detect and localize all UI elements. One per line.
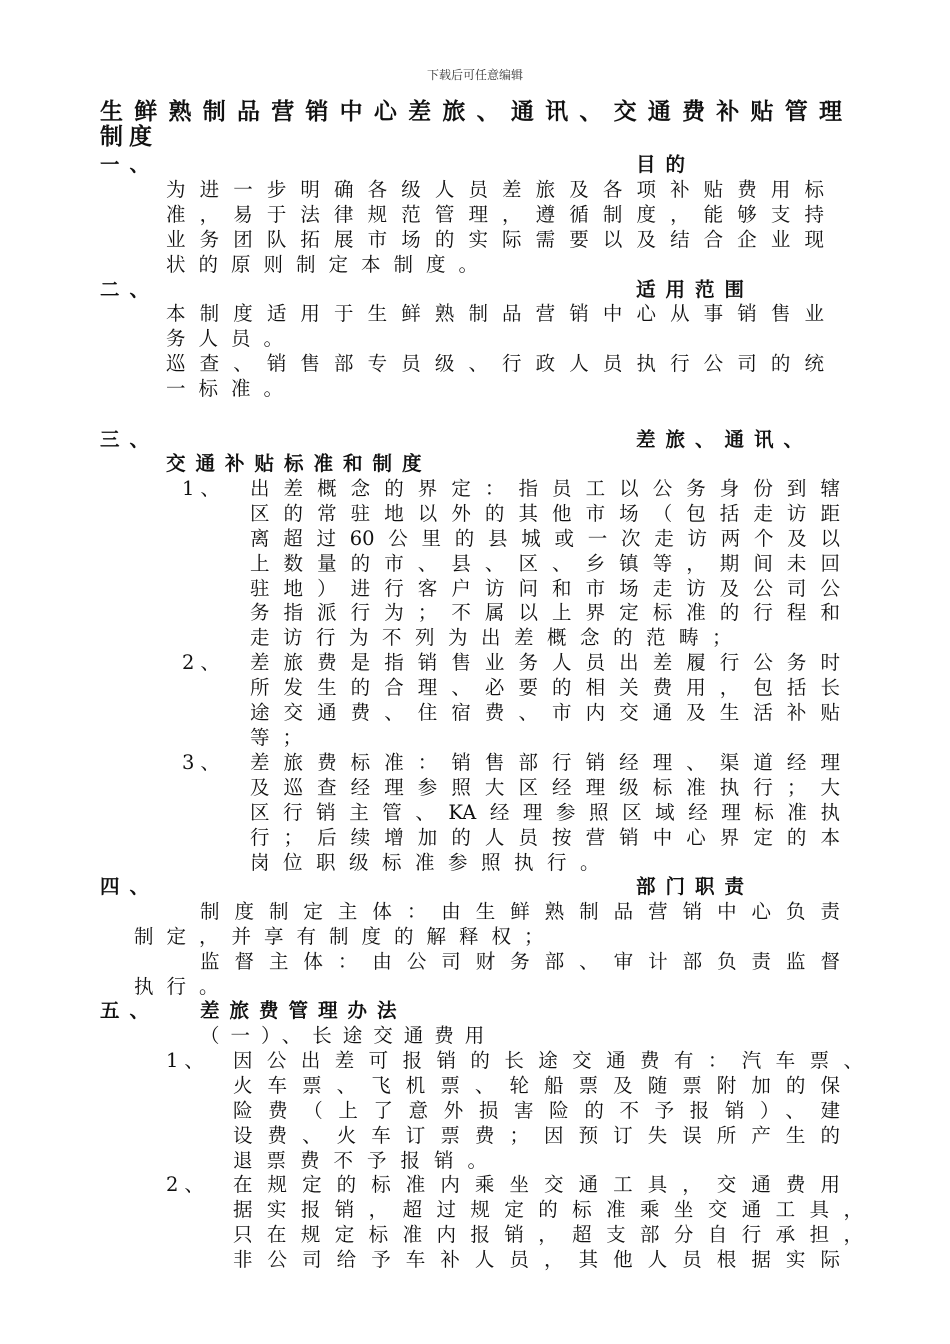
item-line: 险费（上了意外损害险的不予报销）、建	[233, 1099, 840, 1122]
paragraph-line: 监督主体：由公司财务部、审计部负责监督	[200, 950, 840, 973]
paragraph-line: 为进一步明确各级人员差旅及各项补贴费用标	[166, 178, 824, 201]
item-line: 设费、火车订票费；因预订失误所产生的	[233, 1124, 840, 1147]
paragraph-line: 务人员。	[166, 327, 297, 350]
item-number: 3、	[182, 751, 226, 774]
item-line: 等；	[250, 726, 316, 749]
header-note: 下载后可任意编辑	[426, 68, 523, 82]
section-3-number: 三、	[100, 428, 160, 451]
item-line: 途交通费、住宿费、市内交通及生活补贴	[250, 701, 840, 724]
item-line: 区的常驻地以外的其他市场（包括走访距	[250, 502, 840, 525]
section-1-heading: 目的	[636, 153, 696, 176]
item-line: 火车票、飞机票、轮船票及随票附加的保	[233, 1074, 840, 1097]
section-4-number: 四、	[100, 875, 160, 898]
item-line: 只在规定标准内报销，超支部分自行承担，	[233, 1223, 863, 1246]
item-number: 2、	[166, 1173, 210, 1196]
section-5-number: 五、	[100, 999, 160, 1022]
paragraph-line: 制度制定主体：由生鲜熟制品营销中心负责	[200, 900, 840, 923]
item-line: 区行销主管、KA经理参照区域经理标准执	[250, 801, 840, 824]
paragraph-line: 准，易于法律规范管理，遵循制度，能够支持	[166, 203, 824, 226]
section-5-subheading: （一）、长途交通费用	[200, 1024, 496, 1047]
section-2-number: 二、	[100, 278, 160, 301]
section-3-heading: 差旅、通讯、	[636, 428, 814, 451]
item-line: 据实报销，超过规定的标准乘坐交通工具，	[233, 1198, 863, 1221]
document-title-line-1: 生鲜熟制品营销中心差旅、通讯、交通费补贴管理	[100, 98, 842, 125]
paragraph-line: 本制度适用于生鲜熟制品营销中心从事销售业	[166, 302, 824, 325]
section-5-heading: 差旅费管理办法	[200, 999, 407, 1022]
paragraph-line: 业务团队拓展市场的实际需要以及结合企业现	[166, 228, 824, 251]
section-1-number: 一、	[100, 153, 160, 176]
section-4-heading: 部门职责	[636, 875, 755, 898]
item-line: 差旅费标准：销售部行销经理、渠道经理	[250, 751, 840, 774]
item-line: 及巡查经理参照大区经理级标准执行；大	[250, 776, 840, 799]
item-line: 非公司给予车补人员，其他人员根据实际	[233, 1248, 840, 1271]
item-line: 因公出差可报销的长途交通费有：汽车票、	[233, 1049, 863, 1072]
item-line: 岗位职级标准参照执行。	[250, 851, 614, 874]
paragraph-line: 巡查、销售部专员级、行政人员执行公司的统	[166, 352, 824, 375]
item-line: 在规定的标准内乘坐交通工具，交通费用	[233, 1173, 840, 1196]
item-line: 离超过60公里的县城或一次走访两个及以	[250, 527, 840, 550]
document-title-line-2: 制度	[100, 123, 158, 150]
item-line: 上数量的市、县、区、乡镇等，期间未回	[250, 552, 840, 575]
item-line: 出差概念的界定：指员工以公务身份到辖	[250, 477, 840, 500]
item-line: 走访行为不列为出差概念的范畴；	[250, 626, 746, 649]
item-line: 退票费不予报销。	[233, 1149, 502, 1172]
paragraph-line: 执行。	[134, 975, 232, 998]
item-line: 驻地）进行客户访问和市场走访及公司公	[250, 577, 840, 600]
item-number: 2、	[182, 651, 226, 674]
paragraph-line: 状的原则制定本制度。	[166, 253, 492, 276]
item-line: 务指派行为；不属以上界定标准的行程和	[250, 601, 840, 624]
item-line: 所发生的合理、必要的相关费用，包括长	[250, 676, 840, 699]
item-line: 行；后续增加的人员按营销中心界定的本	[250, 826, 840, 849]
item-number: 1、	[182, 477, 226, 500]
item-line: 差旅费是指销售业务人员出差履行公务时	[250, 651, 840, 674]
paragraph-line: 制定，并享有制度的解释权；	[134, 925, 557, 948]
section-2-heading: 适用范围	[636, 278, 755, 301]
paragraph-line: 一标准。	[166, 377, 297, 400]
section-3-subheading: 交通补贴标准和制度	[166, 452, 432, 475]
item-number: 1、	[166, 1049, 210, 1072]
